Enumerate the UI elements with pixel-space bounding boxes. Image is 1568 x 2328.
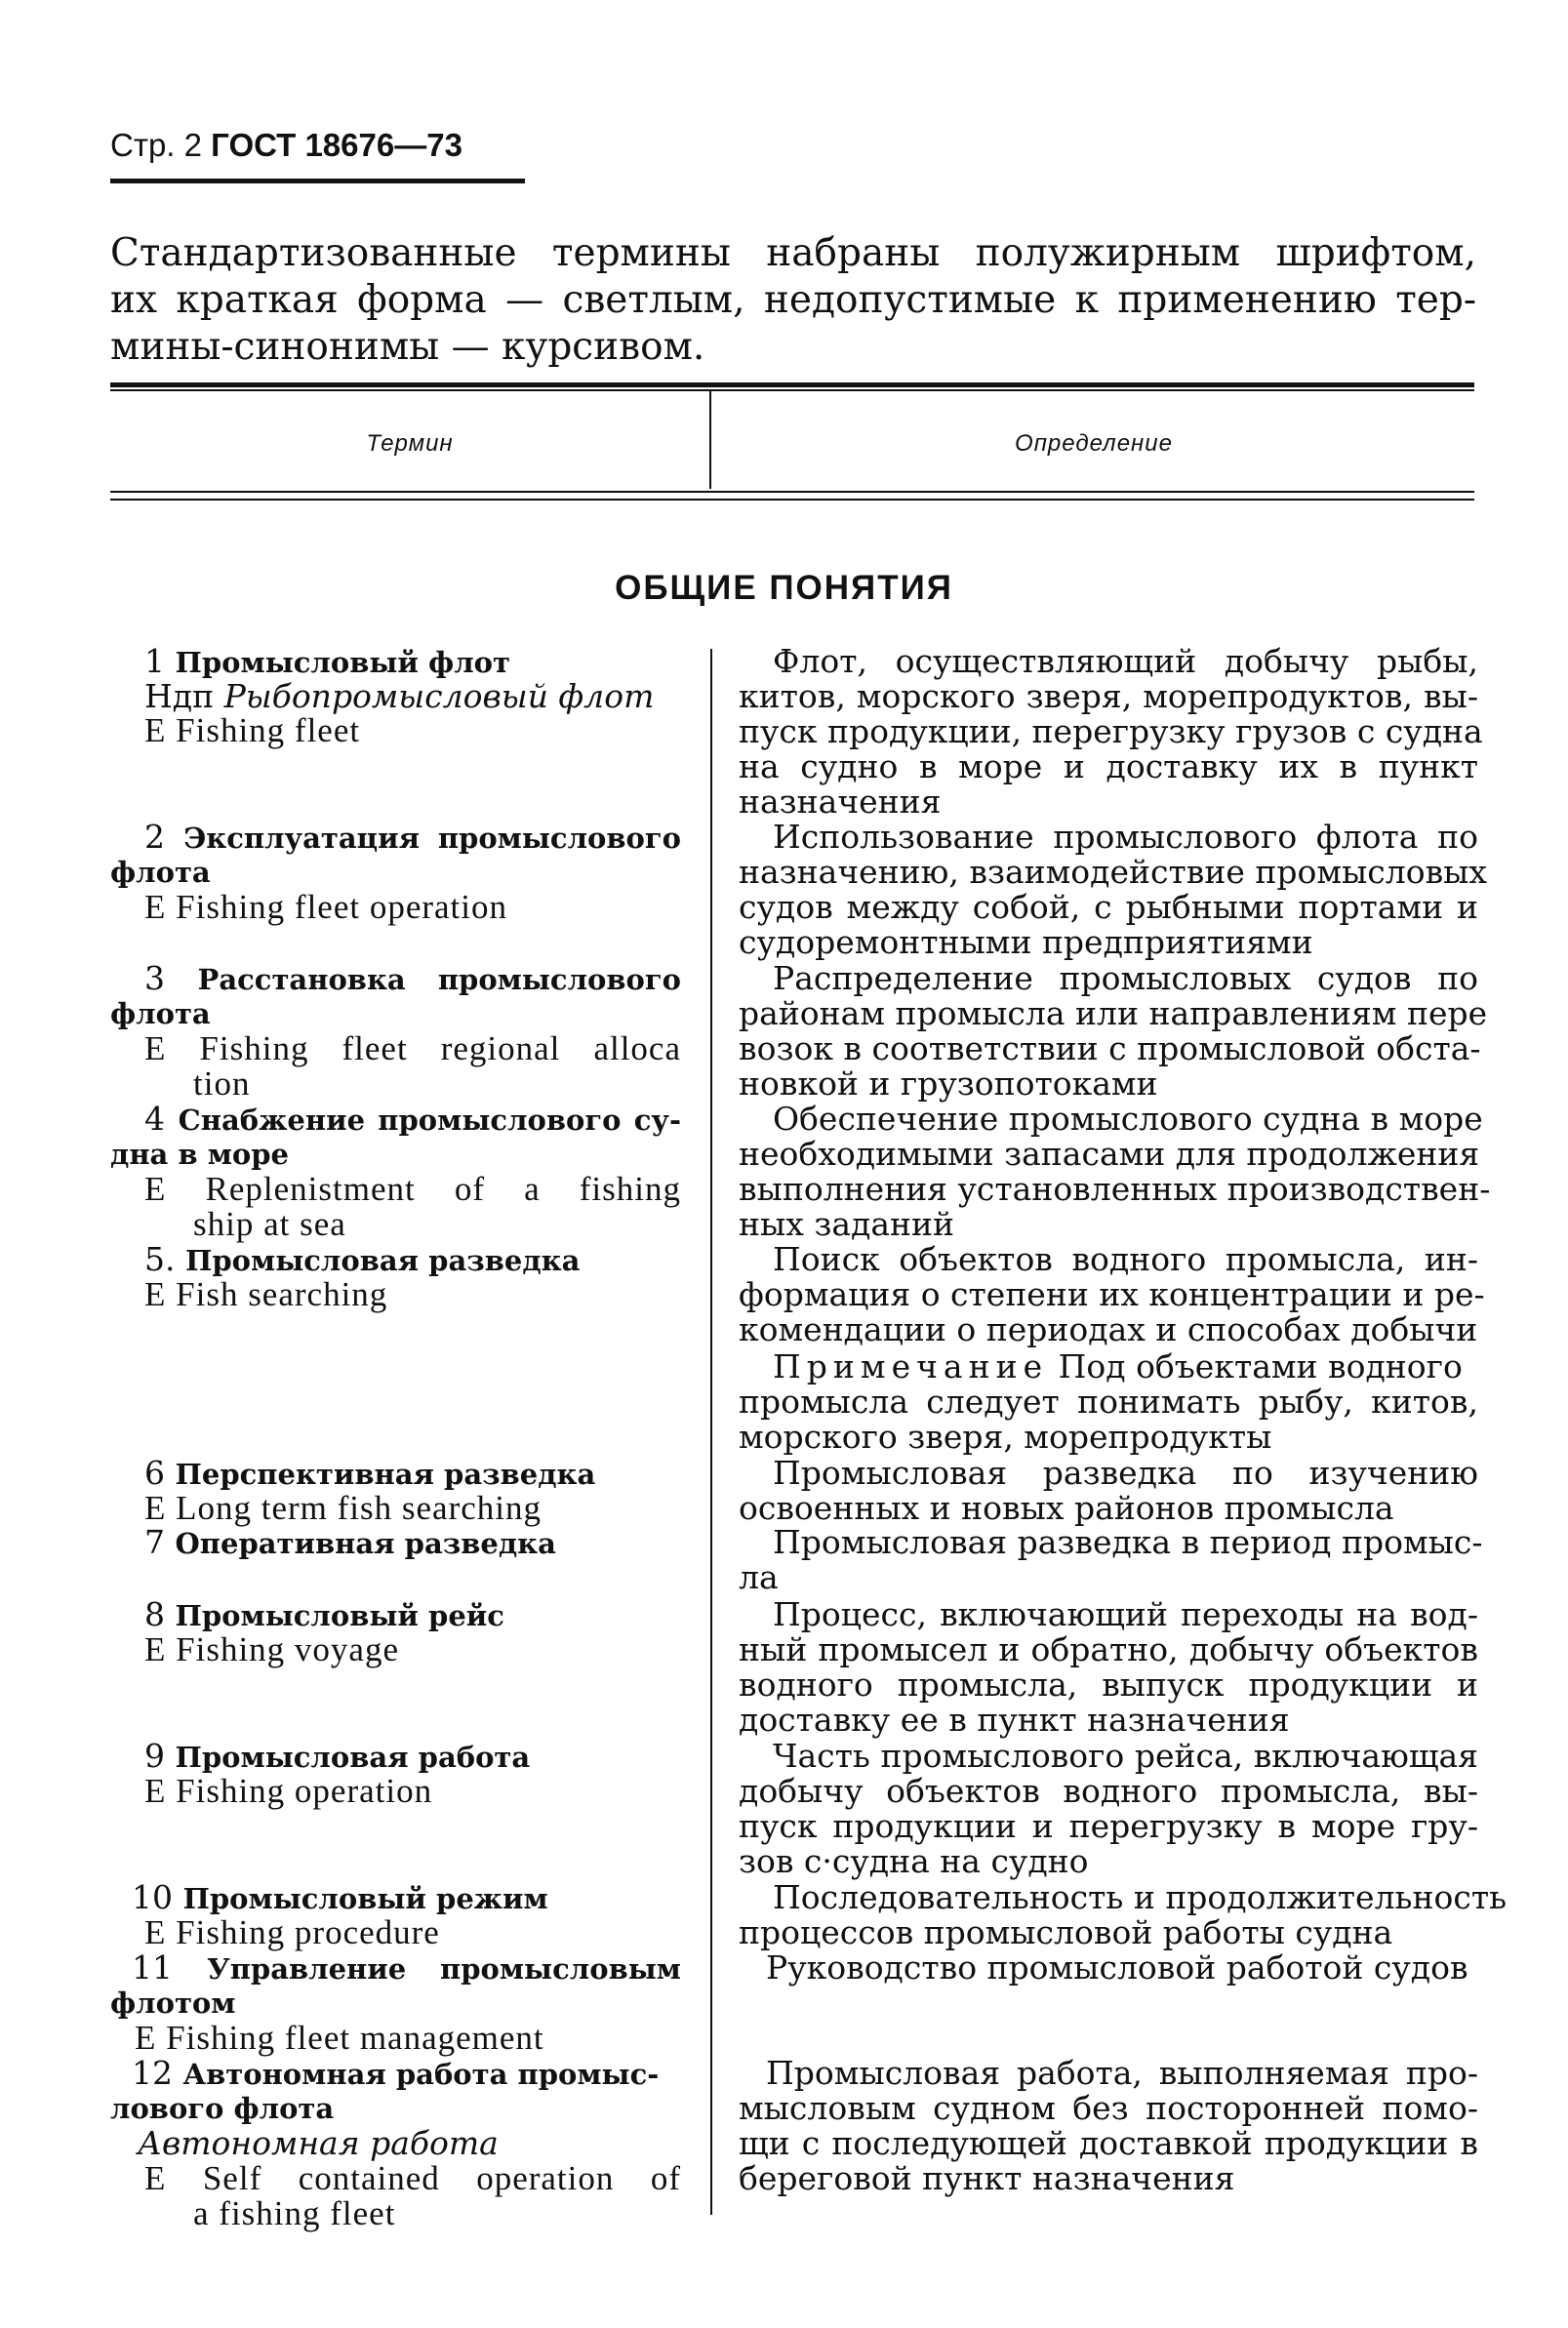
term-12-short: Автономная работа: [138, 2124, 499, 2162]
definition-9: пуск продукции и перегрузку в море гру-: [739, 1807, 1478, 1845]
standard-code: ГОСТ 18676—73: [211, 127, 462, 163]
term-4: 4 Снабжение промыслового су-: [144, 1100, 681, 1138]
definition-3: Распределение промысловых судов по: [773, 959, 1478, 997]
term-10: 10 Промысловый режим: [132, 1878, 548, 1916]
definition-8: доставку ее в пункт назначения: [739, 1701, 1290, 1739]
definition-5: формация о степени их концентрации и ре-: [739, 1275, 1485, 1313]
definition-4: ных заданий: [739, 1205, 955, 1243]
term-12-english-cont: a fishing fleet: [193, 2194, 396, 2232]
definition-7: ла: [739, 1558, 779, 1596]
term-7: 7 Оперативная разведка: [144, 1523, 556, 1561]
term-6-english: E Long term fish searching: [144, 1489, 543, 1527]
term-12-cont: лового флота: [110, 2092, 335, 2125]
page-number: Стр. 2: [110, 127, 202, 163]
definition-2: назначению, взаимодействие промысловых: [739, 853, 1488, 891]
term-4-english: E Replenistment of a fishing: [144, 1170, 681, 1208]
definition-9: добычу объектов водного промысла, вы-: [739, 1772, 1478, 1810]
intro-line: мины-синонимы — курсивом.: [110, 325, 705, 369]
definition-10: процессов промысловой работы судна: [739, 1913, 1393, 1951]
term-9: 9 Промысловая работа: [144, 1737, 531, 1775]
term-5: 5. Промысловая разведка: [144, 1240, 581, 1278]
definition-2: Использование промыслового флота по: [773, 818, 1478, 856]
definition-1: пуск продукции, перегрузку грузов с судна: [739, 712, 1483, 750]
term-1-english: E Fishing fleet: [144, 711, 361, 749]
note: промысла следует понимать рыбу, китов,: [739, 1383, 1478, 1421]
definition-6: освоенных и новых районов промысла: [739, 1489, 1394, 1527]
definition-3: районам промысла или направлениям пере: [739, 994, 1488, 1032]
definition-5: Поиск объектов водного промысла, ин-: [773, 1240, 1478, 1278]
table-header-rule-2: [110, 499, 1474, 501]
definition-9: Часть промыслового рейса, включающая: [773, 1737, 1478, 1775]
term-12: 12 Автономная работа промыс-: [132, 2054, 660, 2092]
header-rule: [110, 179, 525, 183]
term-2-cont: флота: [110, 856, 211, 889]
definition-5: комендации о периодах и способах добычи: [739, 1310, 1478, 1348]
definition-6: Промысловая разведка по изучению: [773, 1454, 1478, 1492]
definition-10: Последовательность и продолжительность: [773, 1878, 1508, 1916]
term-5-english: E Fish searching: [144, 1275, 388, 1313]
definition-4: необходимыми запасами для продолжения: [739, 1135, 1480, 1173]
term-10-english: E Fishing procedure: [144, 1913, 440, 1951]
table-top-rule: [110, 382, 1474, 387]
definition-1: Флот, осуществляющий добычу рыбы,: [773, 642, 1478, 680]
note: Примечание Под объектами водного: [773, 1347, 1463, 1385]
intro-line: их краткая форма — светлым, недопустимые к применению тер-: [110, 278, 1476, 322]
definition-12: щи с последующей доставкой продукции в: [739, 2124, 1478, 2162]
definition-12: береговой пункт назначения: [739, 2159, 1235, 2197]
term-12-english: E Self contained operation of: [144, 2159, 681, 2197]
term-11-english: E Fishing fleet management: [135, 2019, 544, 2057]
page-header: [110, 127, 462, 164]
term-3-cont: флота: [110, 997, 211, 1030]
term-1: 1 Промысловый флот: [144, 642, 510, 680]
term-2: 2 Эксплуатация промыслового: [144, 818, 681, 856]
term-3-english-cont: tion: [193, 1064, 251, 1103]
term-9-english: E Fishing operation: [144, 1772, 433, 1810]
column-header-term: Термин: [366, 430, 454, 457]
term-4-cont: дна в море: [110, 1138, 289, 1171]
definition-1: на судно в море и доставку их в пункт: [739, 747, 1478, 785]
term-1-synonym: Ндп Рыбопромысловый флот: [144, 677, 655, 715]
term-2-english: E Fishing fleet operation: [144, 888, 508, 926]
body-column-divider: [710, 649, 712, 2215]
table-top-rule-thin: [110, 389, 1474, 391]
column-header-definition: Определение: [1015, 430, 1173, 457]
definition-2: судоремонтными предприятиями: [739, 923, 1313, 961]
intro-paragraph: [110, 230, 1476, 371]
definition-8: водного промысла, выпуск продукции и: [739, 1666, 1478, 1704]
definition-9: зов с·судна на судно: [739, 1842, 1089, 1880]
definition-7: Промысловая разведка в период промыс-: [773, 1523, 1483, 1561]
definition-8: ный промысел и обратно, добычу объектов: [739, 1630, 1478, 1668]
term-8-english: E Fishing voyage: [144, 1630, 399, 1668]
definition-12: мысловым судном без посторонней помо-: [739, 2089, 1478, 2127]
definition-2: судов между собой, с рыбными портами и: [739, 888, 1478, 926]
definition-4: выполнения установленных производствен-: [739, 1170, 1491, 1208]
definition-1: назначения: [739, 783, 942, 821]
intro-line: Стандартизованные термины набраны полужирным шрифтом,: [110, 231, 1476, 275]
term-11-cont: флотом: [110, 1987, 236, 2020]
definition-3: возок в соответствии с промысловой обста-: [739, 1029, 1481, 1067]
definition-12: Промысловая работа, выполняемая про-: [766, 2054, 1478, 2092]
table-header-rule: [110, 491, 1474, 493]
term-3-english: E Fishing fleet regional alloca: [144, 1029, 681, 1067]
definition-3: новкой и грузопотоками: [739, 1064, 1158, 1103]
term-3: 3 Расстановка промыслового: [144, 959, 681, 997]
definition-1: китов, морского зверя, морепродуктов, вы-: [739, 677, 1478, 715]
definition-8: Процесс, включающий переходы на вод-: [773, 1595, 1478, 1633]
term-4-english-cont: ship at sea: [193, 1205, 346, 1243]
definition-11: Руководство промысловой работой судов: [766, 1948, 1468, 1987]
section-title: ОБЩИЕ ПОНЯТИЯ: [615, 569, 953, 607]
note-label: Примечание: [773, 1347, 1049, 1385]
note: морского зверя, морепродукты: [739, 1418, 1272, 1456]
term-8: 8 Промысловый рейс: [144, 1595, 504, 1633]
definition-4: Обеспечение промыслового судна в море: [773, 1100, 1483, 1138]
term-6: 6 Перспективная разведка: [144, 1454, 596, 1492]
term-11: 11 Управление промысловым: [132, 1948, 681, 1987]
